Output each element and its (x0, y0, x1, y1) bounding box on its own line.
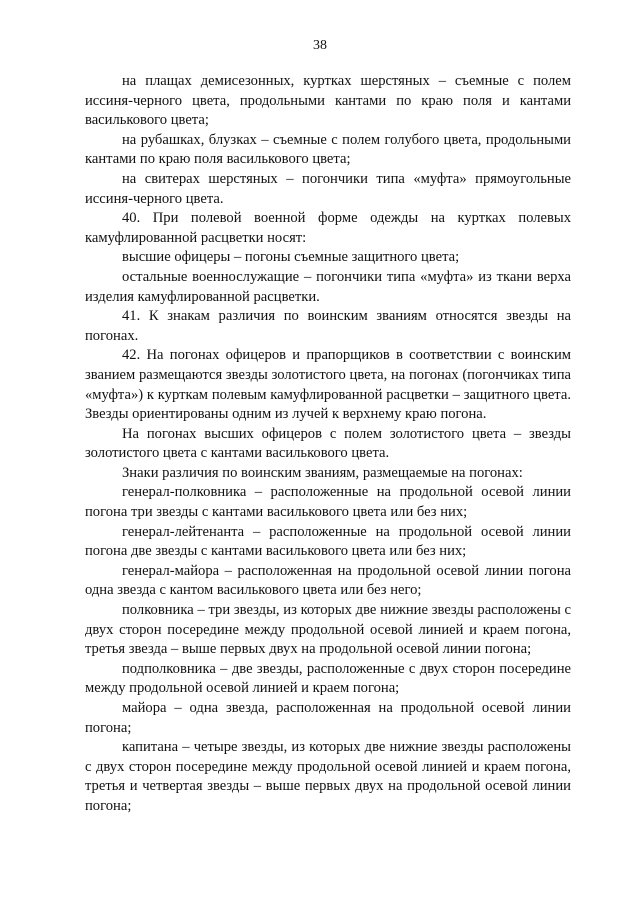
paragraph: на плащах демисезонных, куртках шерстяных – съемные с полем иссиня-черного цвета, продольными кантами по краю поля и кантами василькового цвета; (85, 73, 571, 129)
paragraph: на рубашках, блузках – съемные с полем голубого цвета, продольными кантами по краю поля василькового цвета; (85, 131, 571, 168)
paragraph: остальные военнослужащие – погончики типа «муфта» из ткани верха изделия камуфлированной расцветки. (85, 268, 571, 305)
paragraph: высшие офицеры – погоны съемные защитного цвета; (122, 249, 460, 266)
document-body (85, 72, 571, 817)
paragraph: 41. К знакам различия по воинским званиям относятся звезды на погонах. (85, 308, 571, 344)
paragraph: генерал-полковника – расположенные на продольной осевой линии погона три звезды с кантами василькового цвета или без них; (85, 484, 571, 521)
paragraph: На погонах высших офицеров с полем золотистого цвета – звезды золотистого цвета с кантами василькового цвета. (85, 425, 571, 462)
page-number: 38 (313, 38, 327, 53)
paragraph: генерал-лейтенанта – расположенные на продольной осевой линии погона две звезды с кантами василькового цвета или без них; (85, 523, 571, 560)
paragraph: 40. При полевой военной форме одежды на куртках полевых камуфлированной расцветки носят: (85, 210, 571, 246)
paragraph: генерал-майора – расположенная на продольной осевой линии погона одна звезда с кантом василькового цвета или без него; (85, 562, 571, 599)
paragraph: подполковника – две звезды, расположенные с двух сторон посередине между продольной осевой линией и краем погона; (85, 660, 571, 697)
paragraph: майора – одна звезда, расположенная на продольной осевой линии погона; (85, 700, 571, 736)
paragraph: на свитерах шерстяных – погончики типа «муфта» прямоугольные иссиня-черного цвета. (85, 170, 571, 207)
paragraph: 42. На погонах офицеров и прапорщиков в соответствии с воинским званием размещаются звезды золотистого цвета, на погонах (погончиках типа «муфта») к курткам полевым камуфлированной расцветки – защитного цвета. Звезды ориентированы одним из лучей к верхнему краю погона. (85, 347, 571, 423)
paragraph: полковника – три звезды, из которых две нижние звезды расположены с двух сторон посередине между продольной осевой линией и краем погона, третья звезда – выше первых двух на продольной осевой линии погона; (85, 602, 571, 658)
paragraph: Знаки различия по воинским званиям, размещаемые на погонах: (122, 464, 523, 481)
paragraph: капитана – четыре звезды, из которых две нижние звезды расположены с двух сторон посередине между продольной осевой линией и краем погона, третья и четвертая звезды – выше первых двух на продольной осевой линии погона; (85, 739, 571, 814)
